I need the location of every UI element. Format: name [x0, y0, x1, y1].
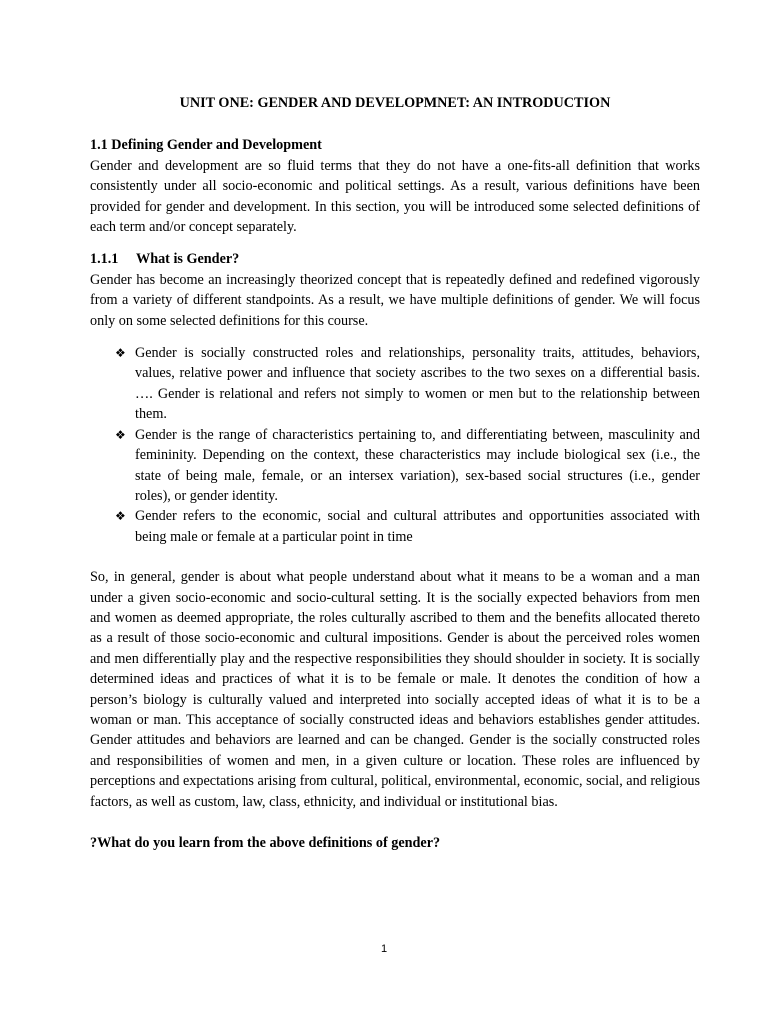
diamond-bullet-icon: ❖	[115, 346, 126, 361]
definition-item	[115, 425, 700, 507]
section-heading: 1.1 Defining Gender and Development	[90, 137, 322, 154]
section-intro-paragraph: Gender and development are so fluid terms that they do not have a one-fits-all definition that works consistently under all socio-economic and political settings. As a result, various definitions have been provided for gender and development. In this section, you will be introduced some selected definitions of each term and/or concept separately.	[90, 157, 700, 236]
definition-item	[115, 343, 700, 425]
diamond-bullet-icon: ❖	[115, 427, 126, 442]
subsection-intro-paragraph: Gender has become an increasingly theorized concept that is repeatedly defined and redefined vigorously from a variety of different standpoints. As a result, we have multiple definitions of gender. We will focus only on some selected definitions for this course.	[90, 271, 700, 329]
definition-item	[115, 506, 700, 547]
definition-text: Gender is socially constructed roles and relationships, personality traits, attitudes, behaviors, values, relative power and influence that society ascribes to the two sexes on a differential basis. …. Gender is relational and refers not simply to women or men but to the relationship between them.	[135, 345, 700, 423]
subsection-number: 1.1.1	[90, 251, 119, 268]
definition-text: Gender refers to the economic, social and cultural attributes and opportunities associated with being male or female at a particular point in time	[135, 508, 700, 545]
document-page	[90, 93, 700, 853]
subsection-heading	[90, 249, 700, 269]
definition-text: Gender is the range of characteristics pertaining to, and differentiating between, masculinity and femininity. Depending on the context, these characteristics may include biological sex (i.e., the state of being male, female, or an intersex variation), sex-based social structures (i.e., gender roles), or gender identity.	[135, 426, 700, 504]
subsection-title: What is Gender?	[136, 251, 240, 268]
summary-paragraph: So, in general, gender is about what people understand about what it means to be a woman and a man under a given socio-economic and socio-cultural setting. It is the socially expected behaviors from men and women as deemed appropriate, the roles culturally ascribed to them and the benefits allocated thereto as a result of those socio-economic and cultural impositions. Gender is about the perceived roles women and men differentially play and the respective responsibilities they should shoulder in society. It is socially determined ideas and practices of what it is to be female or male. It denotes the condition of how a person’s biology is culturally valued and interpreted into socially accepted ideas of what it is to be a woman or man. This acceptance of socially constructed ideas and behaviors establishes gender attitudes. Gender attitudes and behaviors are learned and can be changed. Gender is the socially constructed roles and responsibilities of women and men, in a given culture or location. These roles are influenced by perceptions and expectations arising from cultural, political, environmental, economic, social, and religious factors, as well as custom, law, class, ethnicity, and individual or institutional bias.	[90, 569, 700, 810]
unit-title: UNIT ONE: GENDER AND DEVELOPMNET: AN INTRODUCTION	[179, 95, 611, 111]
reflection-question: ?What do you learn from the above definitions of gender?	[90, 835, 441, 851]
page-number: 1	[380, 943, 388, 955]
definitions-list	[90, 343, 700, 547]
diamond-bullet-icon: ❖	[115, 509, 126, 524]
